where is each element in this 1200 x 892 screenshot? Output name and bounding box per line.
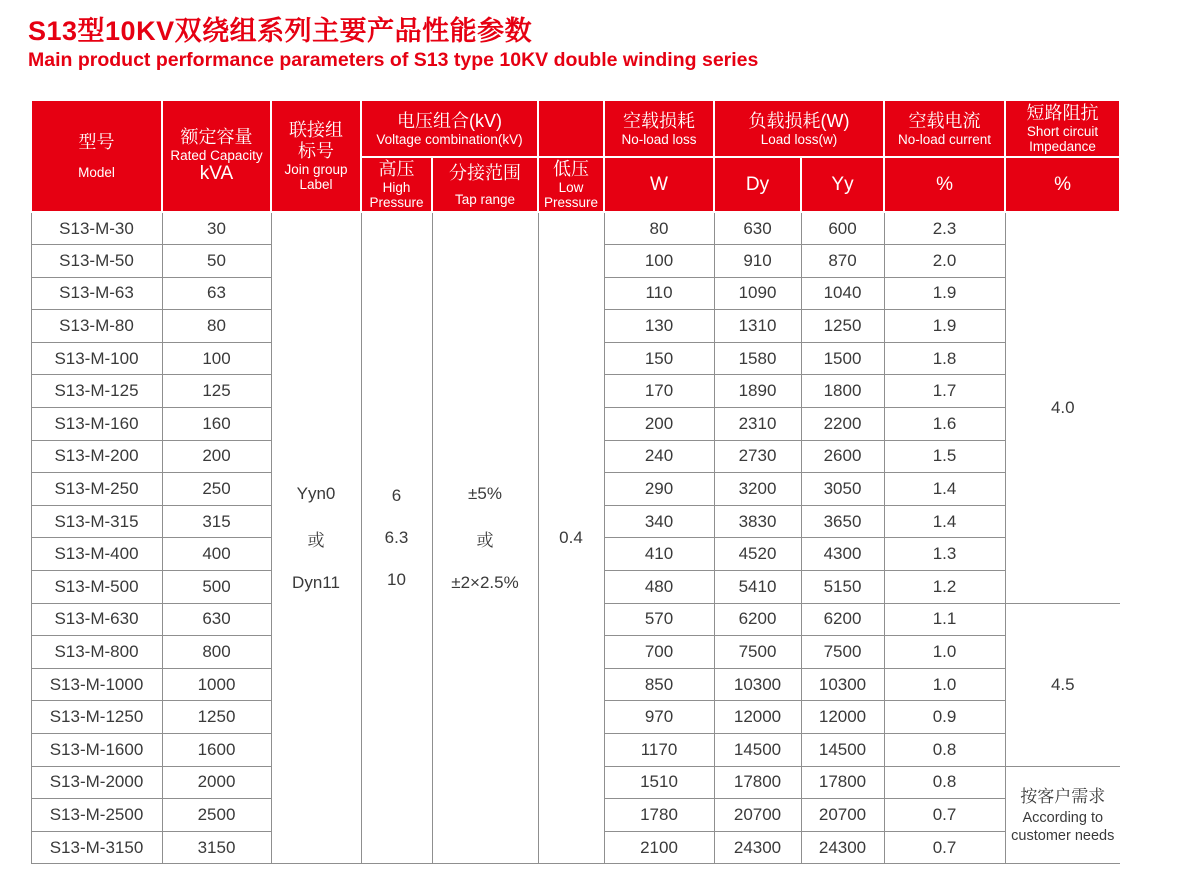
high-pressure-lines xyxy=(362,486,432,590)
no-load-loss-cell: 100 xyxy=(604,245,714,278)
rated-capacity-cell: 50 xyxy=(162,245,271,278)
group-header-voltage-combination: 电压组合(kV) Voltage combination(kV) xyxy=(361,100,538,157)
load-loss-yy-cell: 2600 xyxy=(801,440,884,473)
no-load-loss-cell: 170 xyxy=(604,375,714,408)
no-load-current-cell: 1.4 xyxy=(884,505,1005,538)
model-cell: S13-M-200 xyxy=(31,440,162,473)
model-cell: S13-M-80 xyxy=(31,310,162,343)
table-header xyxy=(31,100,1120,212)
no-load-current-cell: 1.7 xyxy=(884,375,1005,408)
impedance-custom-en2: customer needs xyxy=(1011,827,1115,844)
high-pressure-merged-cell xyxy=(361,212,432,864)
no-load-current-cell: 1.3 xyxy=(884,538,1005,571)
impedance-custom-en1: According to xyxy=(1022,809,1104,826)
load-loss-dy-cell: 630 xyxy=(714,212,801,245)
load-loss-yy-cell: 6200 xyxy=(801,603,884,636)
no-load-loss-cell: 570 xyxy=(604,603,714,636)
no-load-loss-cell: 480 xyxy=(604,571,714,604)
col-header-model: 型号 Model xyxy=(31,100,162,212)
load-loss-yy-cell: 4300 xyxy=(801,538,884,571)
col-header-join-group: 联接组 标号 Join group Label xyxy=(271,100,361,212)
no-load-loss-cell: 80 xyxy=(604,212,714,245)
join-group-lines xyxy=(272,484,361,593)
load-loss-dy-cell: 20700 xyxy=(714,799,801,832)
table-row xyxy=(31,212,1120,245)
load-loss-yy-cell: 3050 xyxy=(801,473,884,506)
load-loss-yy-cell: 10300 xyxy=(801,668,884,701)
load-loss-yy-cell: 600 xyxy=(801,212,884,245)
col-header-w: W xyxy=(604,157,714,212)
load-loss-yy-cell: 1800 xyxy=(801,375,884,408)
no-load-current-cell: 0.7 xyxy=(884,799,1005,832)
group-header-no-load-current: 空载电流 No-load current xyxy=(884,100,1005,157)
load-loss-yy-cell: 14500 xyxy=(801,734,884,767)
model-cell: S13-M-100 xyxy=(31,342,162,375)
load-loss-yy-cell: 24300 xyxy=(801,831,884,864)
model-cell: S13-M-800 xyxy=(31,636,162,669)
impedance-section-cell: 4.5 xyxy=(1005,603,1120,766)
load-loss-dy-cell: 4520 xyxy=(714,538,801,571)
group-header-impedance: 短路阻抗 Short circuit Impedance xyxy=(1005,100,1120,157)
load-loss-yy-cell: 3650 xyxy=(801,505,884,538)
no-load-current-cell: 0.9 xyxy=(884,701,1005,734)
no-load-current-cell: 1.0 xyxy=(884,636,1005,669)
load-loss-yy-cell: 20700 xyxy=(801,799,884,832)
col-header-tap-range: 分接范围 Tap range xyxy=(432,157,538,212)
no-load-current-cell: 1.9 xyxy=(884,310,1005,343)
join-group-line: 或 xyxy=(307,530,325,550)
no-load-loss-cell: 410 xyxy=(604,538,714,571)
high-pressure-line: 6 xyxy=(391,486,402,506)
load-loss-yy-cell: 1040 xyxy=(801,277,884,310)
impedance-custom-zh: 按客户需求 xyxy=(1020,786,1106,806)
no-load-loss-cell: 1510 xyxy=(604,766,714,799)
rated-capacity-cell: 3150 xyxy=(162,831,271,864)
load-loss-yy-cell: 2200 xyxy=(801,408,884,441)
model-cell: S13-M-400 xyxy=(31,538,162,571)
tap-range-line: 或 xyxy=(476,530,494,550)
model-cell: S13-M-30 xyxy=(31,212,162,245)
load-loss-dy-cell: 1890 xyxy=(714,375,801,408)
rated-capacity-cell: 250 xyxy=(162,473,271,506)
impedance-section-cell xyxy=(1005,766,1120,864)
load-loss-yy-cell: 17800 xyxy=(801,766,884,799)
model-cell: S13-M-50 xyxy=(31,245,162,278)
model-cell: S13-M-1250 xyxy=(31,701,162,734)
title-block xyxy=(0,0,1200,72)
model-cell: S13-M-160 xyxy=(31,408,162,441)
rated-capacity-cell: 1600 xyxy=(162,734,271,767)
no-load-current-cell: 1.0 xyxy=(884,668,1005,701)
model-cell: S13-M-500 xyxy=(31,571,162,604)
rated-capacity-cell: 30 xyxy=(162,212,271,245)
high-pressure-line: 10 xyxy=(387,570,406,590)
tap-range-lines xyxy=(433,484,538,593)
rated-capacity-cell: 800 xyxy=(162,636,271,669)
rated-capacity-cell: 160 xyxy=(162,408,271,441)
no-load-loss-cell: 150 xyxy=(604,342,714,375)
no-load-loss-cell: 1780 xyxy=(604,799,714,832)
no-load-current-cell: 1.6 xyxy=(884,408,1005,441)
rated-capacity-cell: 400 xyxy=(162,538,271,571)
model-cell: S13-M-1600 xyxy=(31,734,162,767)
load-loss-dy-cell: 6200 xyxy=(714,603,801,636)
page-title-zh: S13型10KV双绕组系列主要产品性能参数 xyxy=(28,16,533,46)
load-loss-yy-cell: 12000 xyxy=(801,701,884,734)
no-load-loss-cell: 200 xyxy=(604,408,714,441)
no-load-loss-cell: 110 xyxy=(604,277,714,310)
col-header-no-load-current-pct: % xyxy=(884,157,1005,212)
rated-capacity-cell: 100 xyxy=(162,342,271,375)
no-load-current-cell: 1.9 xyxy=(884,277,1005,310)
no-load-loss-cell: 700 xyxy=(604,636,714,669)
rated-capacity-cell: 2500 xyxy=(162,799,271,832)
rated-capacity-cell: 63 xyxy=(162,277,271,310)
col-header-dy: Dy xyxy=(714,157,801,212)
col-header-low-pressure: 低压 Low Pressure xyxy=(538,157,604,212)
rated-capacity-cell: 1000 xyxy=(162,668,271,701)
col-header-yy: Yy xyxy=(801,157,884,212)
model-cell: S13-M-2500 xyxy=(31,799,162,832)
no-load-loss-cell: 130 xyxy=(604,310,714,343)
model-cell: S13-M-2000 xyxy=(31,766,162,799)
rated-capacity-cell: 500 xyxy=(162,571,271,604)
load-loss-yy-cell: 5150 xyxy=(801,571,884,604)
table-body xyxy=(31,212,1120,864)
load-loss-dy-cell: 24300 xyxy=(714,831,801,864)
no-load-current-cell: 0.8 xyxy=(884,766,1005,799)
tap-range-line: ±2×2.5% xyxy=(451,572,519,592)
model-cell: S13-M-1000 xyxy=(31,668,162,701)
model-cell: S13-M-3150 xyxy=(31,831,162,864)
no-load-current-cell: 2.3 xyxy=(884,212,1005,245)
no-load-loss-cell: 240 xyxy=(604,440,714,473)
rated-capacity-cell: 80 xyxy=(162,310,271,343)
load-loss-dy-cell: 1090 xyxy=(714,277,801,310)
no-load-loss-cell: 850 xyxy=(604,668,714,701)
load-loss-dy-cell: 1580 xyxy=(714,342,801,375)
no-load-loss-cell: 340 xyxy=(604,505,714,538)
load-loss-dy-cell: 2310 xyxy=(714,408,801,441)
load-loss-dy-cell: 2730 xyxy=(714,440,801,473)
join-group-merged-cell xyxy=(271,212,361,864)
load-loss-yy-cell: 1500 xyxy=(801,342,884,375)
rated-capacity-cell: 125 xyxy=(162,375,271,408)
no-load-current-cell: 1.4 xyxy=(884,473,1005,506)
high-pressure-line: 6.3 xyxy=(384,528,409,548)
load-loss-yy-cell: 1250 xyxy=(801,310,884,343)
load-loss-yy-cell: 870 xyxy=(801,245,884,278)
no-load-loss-cell: 1170 xyxy=(604,734,714,767)
load-loss-dy-cell: 12000 xyxy=(714,701,801,734)
tap-range-merged-cell xyxy=(432,212,538,864)
tap-range-line: ±5% xyxy=(468,483,502,503)
no-load-current-cell: 1.5 xyxy=(884,440,1005,473)
spec-table xyxy=(30,99,1121,864)
load-loss-dy-cell: 10300 xyxy=(714,668,801,701)
load-loss-dy-cell: 3200 xyxy=(714,473,801,506)
load-loss-dy-cell: 3830 xyxy=(714,505,801,538)
no-load-current-cell: 2.0 xyxy=(884,245,1005,278)
join-group-line: Dyn11 xyxy=(292,572,340,592)
rated-capacity-cell: 315 xyxy=(162,505,271,538)
col-header-capacity: 额定容量 Rated Capacity kVA xyxy=(162,100,271,212)
load-loss-dy-cell: 14500 xyxy=(714,734,801,767)
no-load-loss-cell: 2100 xyxy=(604,831,714,864)
no-load-current-cell: 1.2 xyxy=(884,571,1005,604)
rated-capacity-cell: 1250 xyxy=(162,701,271,734)
no-load-loss-cell: 290 xyxy=(604,473,714,506)
rated-capacity-cell: 2000 xyxy=(162,766,271,799)
load-loss-dy-cell: 1310 xyxy=(714,310,801,343)
model-cell: S13-M-63 xyxy=(31,277,162,310)
group-header-load-loss: 负载损耗(W) Load loss(w) xyxy=(714,100,884,157)
rated-capacity-cell: 200 xyxy=(162,440,271,473)
load-loss-dy-cell: 910 xyxy=(714,245,801,278)
no-load-current-cell: 1.1 xyxy=(884,603,1005,636)
no-load-current-cell: 0.7 xyxy=(884,831,1005,864)
model-cell: S13-M-250 xyxy=(31,473,162,506)
model-cell: S13-M-315 xyxy=(31,505,162,538)
load-loss-dy-cell: 5410 xyxy=(714,571,801,604)
no-load-current-cell: 0.8 xyxy=(884,734,1005,767)
join-group-line: Yyn0 xyxy=(296,483,336,503)
load-loss-dy-cell: 7500 xyxy=(714,636,801,669)
no-load-loss-cell: 970 xyxy=(604,701,714,734)
load-loss-dy-cell: 17800 xyxy=(714,766,801,799)
model-cell: S13-M-125 xyxy=(31,375,162,408)
col-header-high-pressure: 高压 High Pressure xyxy=(361,157,432,212)
page-title-en: Main product performance parameters of S13 type 10KV double winding series xyxy=(28,49,759,71)
col-header-impedance-pct: % xyxy=(1005,157,1120,212)
impedance-section-cell: 4.0 xyxy=(1005,212,1120,603)
model-cell: S13-M-630 xyxy=(31,603,162,636)
group-header-no-load-loss: 空载损耗 No-load loss xyxy=(604,100,714,157)
header-spacer-cell xyxy=(538,100,604,157)
load-loss-yy-cell: 7500 xyxy=(801,636,884,669)
low-pressure-merged-cell: 0.4 xyxy=(538,212,604,864)
rated-capacity-cell: 630 xyxy=(162,603,271,636)
no-load-current-cell: 1.8 xyxy=(884,342,1005,375)
